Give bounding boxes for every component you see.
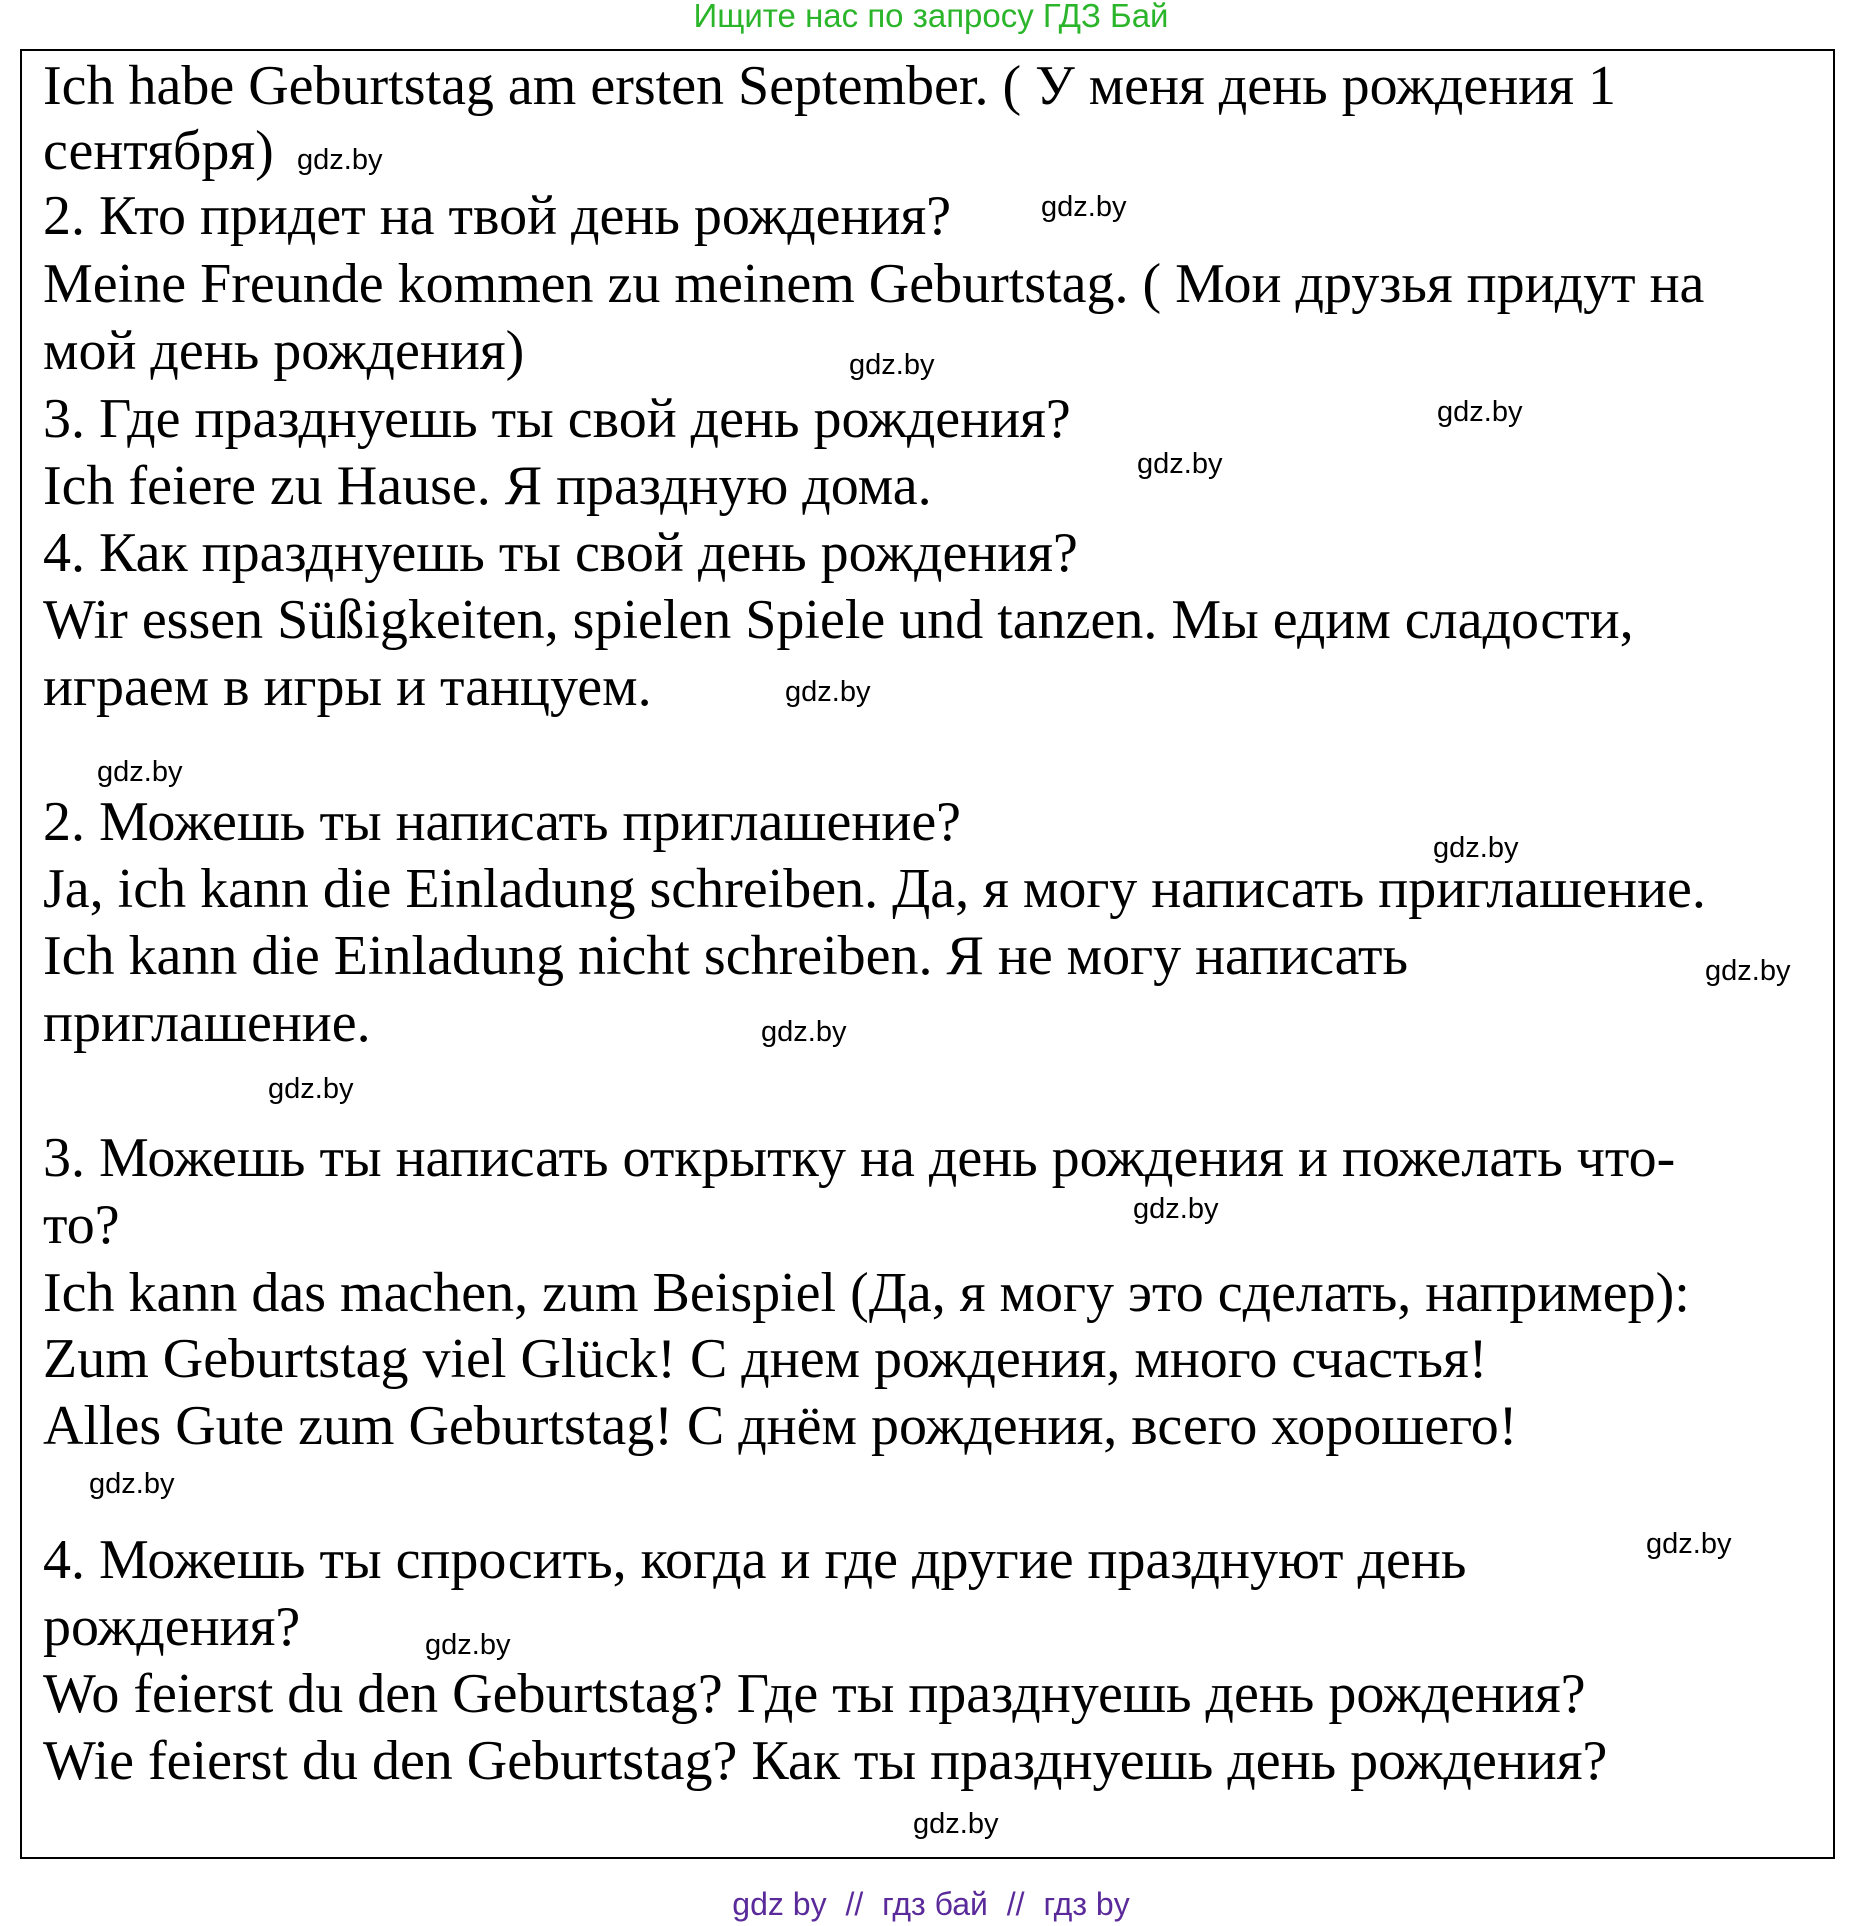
text-line: Zum Geburtstag viel Glück! С днем рождения, много счастья! bbox=[43, 1328, 1488, 1390]
watermark: gdz.by bbox=[425, 1629, 511, 1661]
watermark: gdz.by bbox=[297, 144, 383, 176]
watermark: gdz.by bbox=[1133, 1193, 1219, 1225]
watermark: gdz.by bbox=[268, 1073, 354, 1105]
watermark: gdz.by bbox=[1437, 396, 1523, 428]
banner-text: Ищите нас по запросу ГДЗ Бай bbox=[693, 0, 1169, 34]
text-line: приглашение. bbox=[43, 992, 371, 1054]
text-line: рождения? bbox=[43, 1596, 301, 1658]
text-line: Wo feierst du den Geburtstag? Где ты празднуешь день рождения? bbox=[43, 1663, 1586, 1725]
text-line: 3. Где празднуешь ты свой день рождения? bbox=[43, 388, 1071, 450]
text-line: Ich habe Geburtstag am ersten September. ( У меня день рождения 1 bbox=[43, 55, 1616, 117]
text-line: Alles Gute zum Geburtstag! С днём рождения, всего хорошего! bbox=[43, 1395, 1518, 1457]
text-line: Ich kann das machen, zum Beispiel (Да, я могу это сделать, например): bbox=[43, 1262, 1690, 1324]
text-line: 2. Кто придет на твой день рождения? bbox=[43, 185, 952, 247]
watermark: gdz.by bbox=[849, 349, 935, 381]
footer-link-gdz-by-cyr[interactable]: гдз by bbox=[1043, 1886, 1130, 1922]
text-line: Wie feierst du den Geburtstag? Как ты празднуешь день рождения? bbox=[43, 1730, 1608, 1792]
text-line: сентября) bbox=[43, 120, 274, 182]
footer-link-gdz-bai[interactable]: гдз бай bbox=[882, 1886, 988, 1922]
text-line: играем в игры и танцуем. bbox=[43, 656, 652, 718]
text-line: Wir essen Süßigkeiten, spielen Spiele und tanzen. Мы едим сладости, bbox=[43, 589, 1634, 651]
watermark: gdz.by bbox=[1433, 832, 1519, 864]
text-line: Ich feiere zu Hause. Я праздную дома. bbox=[43, 455, 932, 517]
watermark: gdz.by bbox=[97, 756, 183, 788]
footer-separator: // bbox=[845, 1886, 864, 1922]
watermark: gdz.by bbox=[913, 1808, 999, 1840]
text-line: Ich kann die Einladung nicht schreiben. Я не могу написать bbox=[43, 925, 1409, 987]
text-line: 4. Как празднуешь ты свой день рождения? bbox=[43, 522, 1078, 584]
watermark: gdz.by bbox=[785, 676, 871, 708]
text-line: 4. Можешь ты спросить, когда и где другие празднуют день bbox=[43, 1529, 1467, 1591]
text-line: Meine Freunde kommen zu meinem Geburtstag. ( Мои друзья придут на bbox=[43, 253, 1705, 315]
text-line: мой день рождения) bbox=[43, 320, 525, 382]
watermark: gdz.by bbox=[1137, 448, 1223, 480]
text-line: то? bbox=[43, 1194, 120, 1256]
text-line: 2. Можешь ты написать приглашение? bbox=[43, 791, 962, 853]
text-line: 3. Можешь ты написать открытку на день рождения и пожелать что- bbox=[43, 1127, 1676, 1189]
text-line: Ja, ich kann die Einladung schreiben. Да, я могу написать приглашение. bbox=[43, 858, 1706, 920]
watermark: gdz.by bbox=[89, 1468, 175, 1500]
footer-links bbox=[0, 1886, 1862, 1922]
watermark: gdz.by bbox=[1041, 191, 1127, 223]
watermark: gdz.by bbox=[1705, 955, 1791, 987]
watermark: gdz.by bbox=[1646, 1528, 1732, 1560]
footer-link-gdz-by[interactable]: gdz by bbox=[732, 1886, 827, 1922]
watermark: gdz.by bbox=[761, 1016, 847, 1048]
top-banner bbox=[0, 0, 1862, 34]
footer-separator: // bbox=[1006, 1886, 1025, 1922]
